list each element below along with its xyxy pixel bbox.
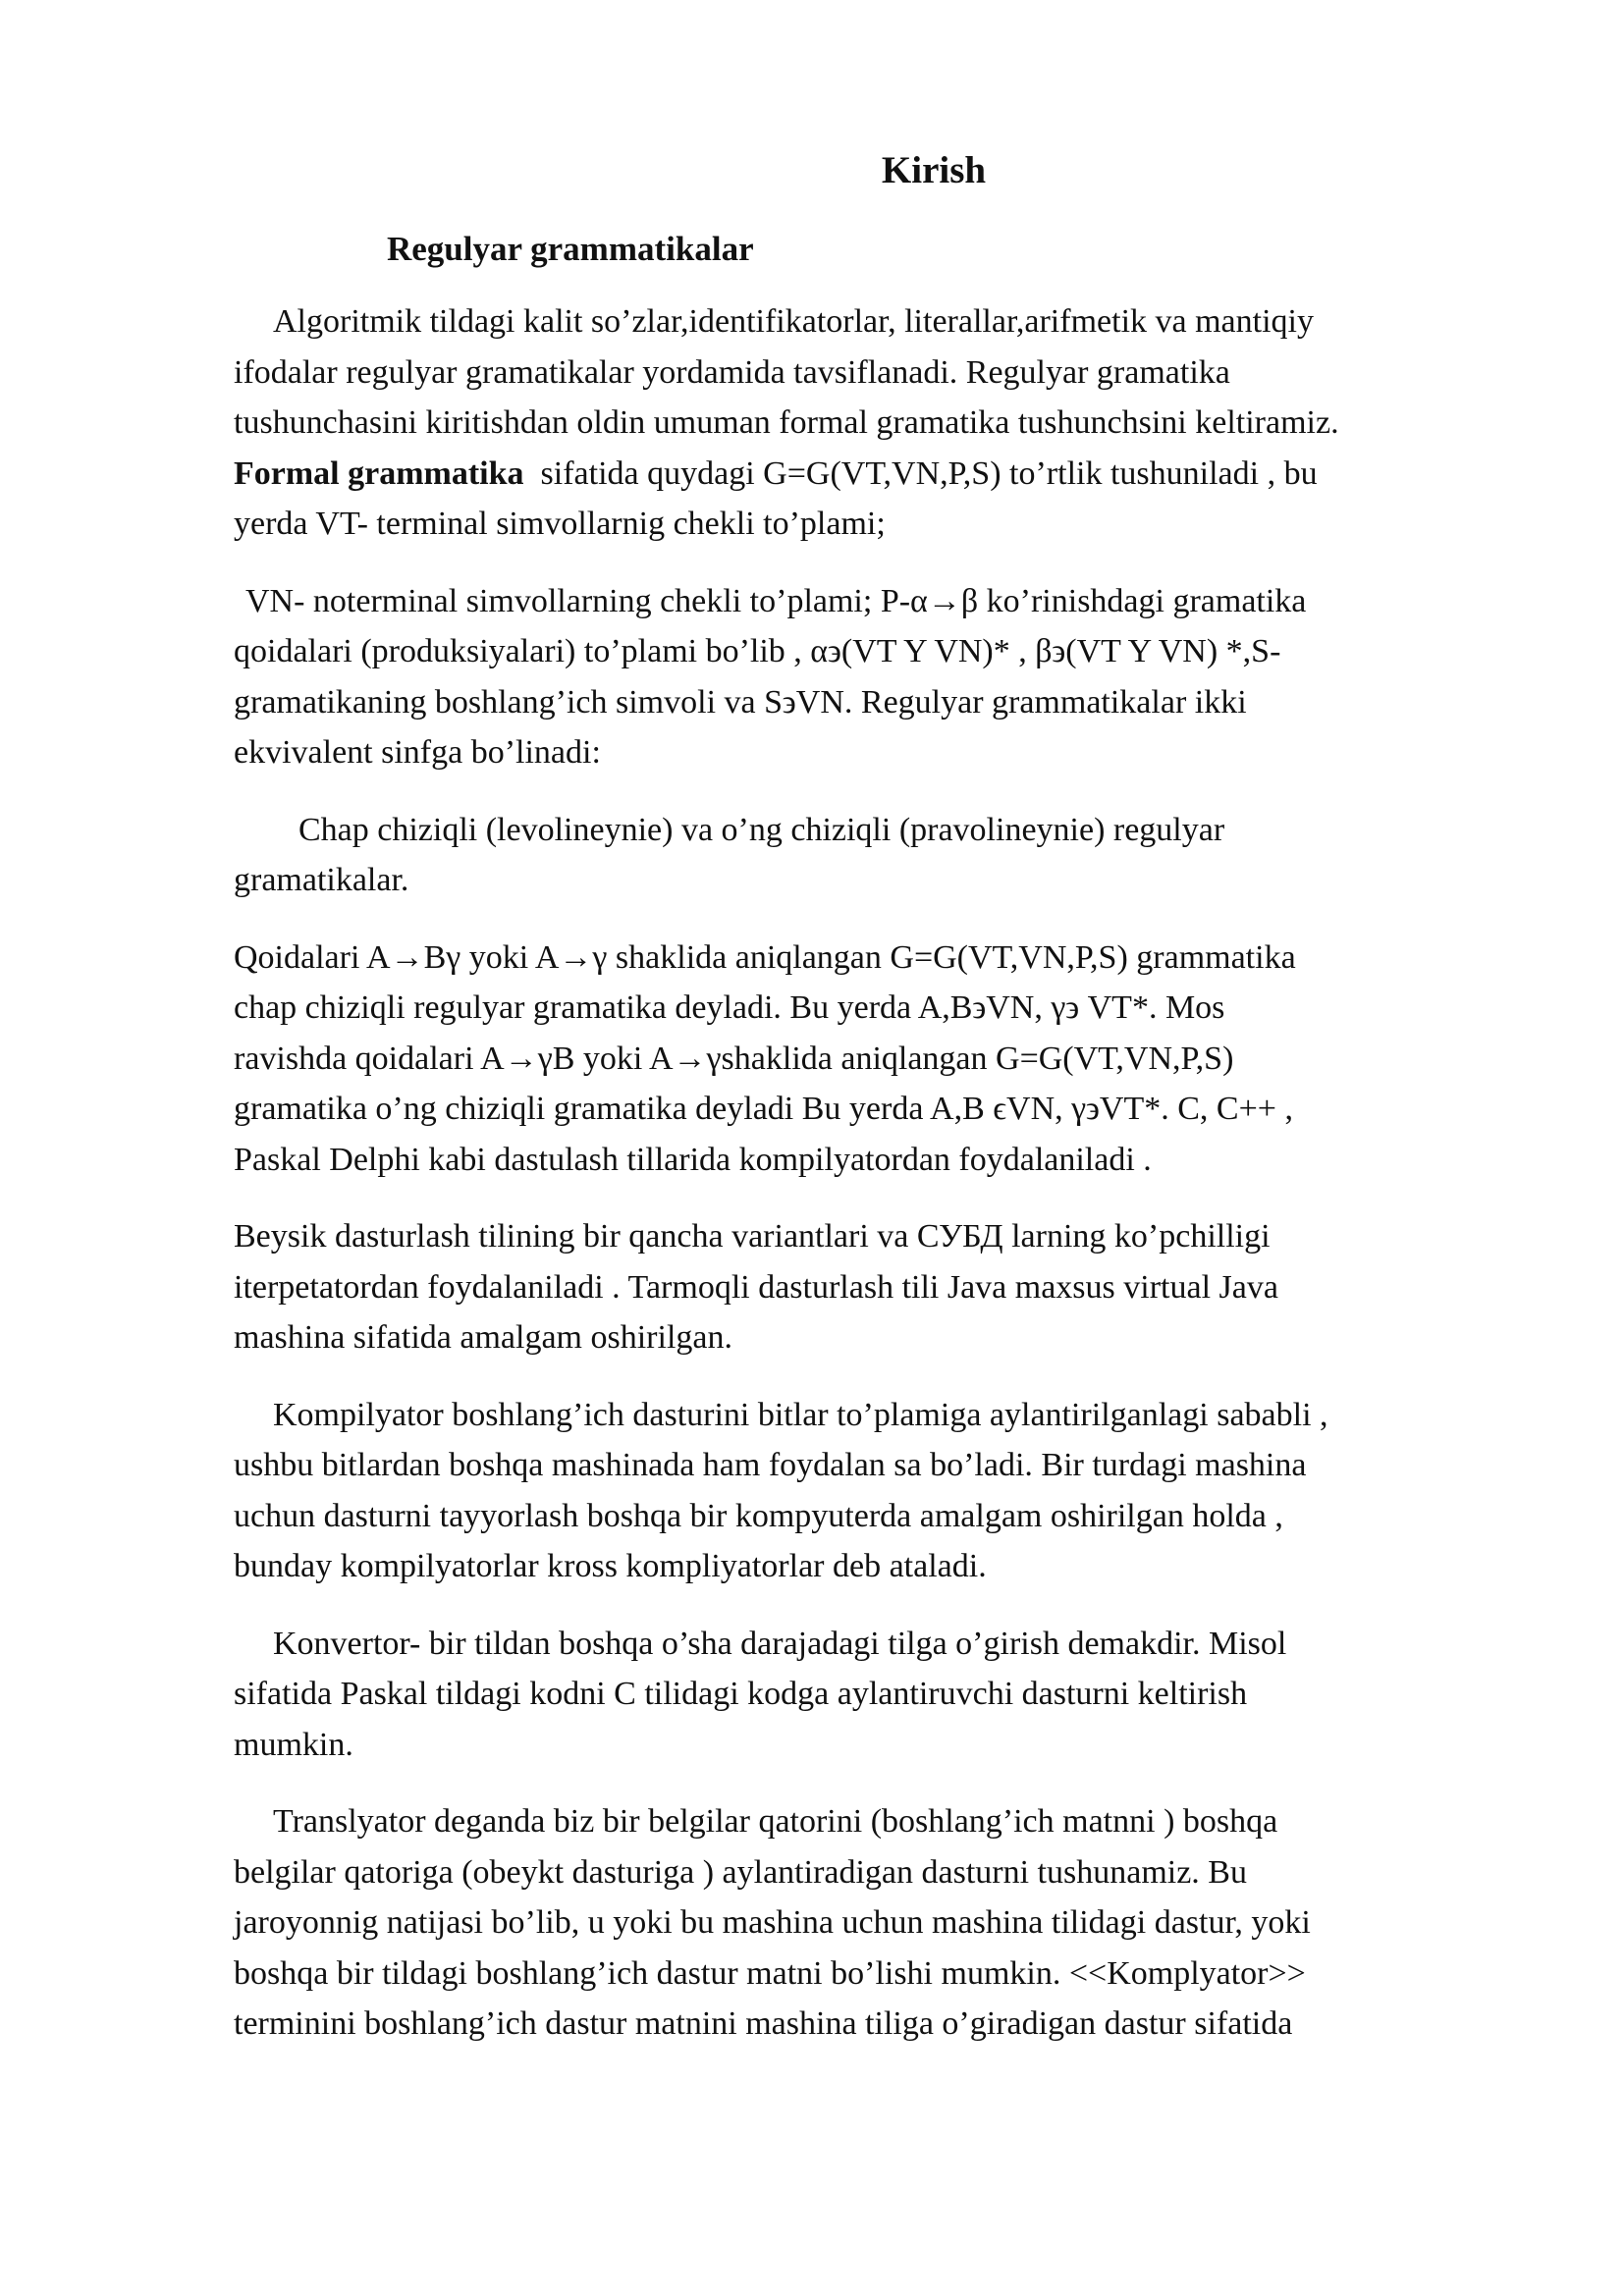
paragraph-line: belgilar qatoriga (obeykt dasturiga ) aylantiradigan dasturni tushunamiz. Bu: [234, 1853, 1247, 1891]
paragraph-line: ushbu bitlardan boshqa mashinada ham foydalan sa bo’ladi. Bir turdagi mashina: [234, 1447, 1307, 1483]
paragraph-line: Beysik dasturlash tilining bir qancha variantlari va СУБД larning ko’pchilligi: [234, 1218, 1271, 1255]
paragraph-line: Kompilyator boshlang’ich dasturini bitlar to’plamiga aylantirilganlagi sababli ,: [273, 1396, 1328, 1433]
paragraph-6: [234, 1390, 1510, 1592]
document-page: [234, 147, 1510, 2076]
paragraph-line: boshqa bir tildagi boshlang’ich dastur matni bo’lishi mumkin. <<Komplyator>>: [234, 1954, 1306, 1992]
paragraph-line: ravishda qoidalari A→γB yoki A→γshaklida aniqlangan G=G(VT,VN,P,S): [234, 1040, 1234, 1077]
paragraph-line: [234, 449, 1510, 500]
paragraph-text: sifatida quydagi G=G(VT,VN,P,S) to’rtlik tushuniladi , bu: [523, 454, 1318, 492]
paragraph-line: ifodalar regulyar gramatikalar yordamida tavsiflanadi. Regulyar gramatika: [234, 353, 1230, 391]
paragraph-line: gramatikaning boshlang’ich simvoli va S϶VN. Regulyar grammatikalar ikki: [234, 683, 1247, 721]
paragraph-2: [234, 576, 1510, 778]
paragraph-line: bunday kompilyatorlar kross kompliyatorlar deb ataladi.: [234, 1548, 987, 1584]
section-heading: Regulyar grammatikalar: [387, 230, 754, 268]
paragraph-7: [234, 1619, 1510, 1771]
paragraph-line: jaroyonnig natijasi bo’lib, u yoki bu mashina uchun mashina tilidagi dastur, yoki: [234, 1904, 1311, 1941]
paragraph-3: [234, 805, 1510, 906]
paragraph-line: Algoritmik tildagi kalit so’zlar,identifikatorlar, literallar,arifmetik va mantiqiy: [273, 303, 1314, 340]
paragraph-line: chap chiziqli regulyar gramatika deyladi. Bu yerda A,B϶VN, γ϶ VT*. Mos: [234, 989, 1225, 1026]
paragraph-line: Paskal Delphi kabi dastulash tillarida kompilyatordan foydalaniladi .: [234, 1141, 1152, 1178]
paragraph-line: terminini boshlang’ich dastur matnini mashina tiliga o’giradigan dastur sifatida: [234, 2005, 1293, 2042]
paragraph-line: ekvivalent sinfga bo’linadi:: [234, 734, 601, 771]
paragraph-line: iterpetatordan foydalaniladi . Tarmoqli dasturlash tili Java maxsus virtual Java: [234, 1268, 1278, 1306]
paragraph-line: mashina sifatida amalgam oshirilgan.: [234, 1319, 732, 1356]
paragraph-line: qoidalari (produksiyalari) to’plami bo’lib , α϶(VT Y VN)* , β϶(VT Y VN) *,S-: [234, 633, 1281, 669]
paragraph-line: Qoidalari A→Bγ yoki A→γ shaklida aniqlangan G=G(VT,VN,P,S) grammatika: [234, 938, 1296, 976]
paragraph-4: [234, 933, 1510, 1186]
paragraph-line: uchun dasturni tayyorlash boshqa bir kompyuterda amalgam oshirilgan holda ,: [234, 1497, 1283, 1534]
paragraph-line: gramatikalar.: [234, 862, 409, 898]
paragraph-line: yerda VT- terminal simvollarnig chekli to’plami;: [234, 506, 886, 542]
paragraph-line: mumkin.: [234, 1726, 353, 1763]
paragraph-5: [234, 1211, 1510, 1363]
paragraph-line: sifatida Paskal tildagi kodni C tilidagi kodga aylantiruvchi dasturni keltirish: [234, 1676, 1248, 1712]
paragraph-line: Konvertor- bir tildan boshqa o’sha darajadagi tilga o’girish demakdir. Misol: [273, 1625, 1287, 1662]
paragraph-8: [234, 1796, 1510, 2050]
paragraph-line: Chap chiziqli (levolineynie) va o’ng chiziqli (pravolineynie) regulyar: [298, 811, 1225, 848]
paragraph-1: [234, 296, 1510, 550]
page-title: Kirish: [881, 149, 987, 191]
term-bold: Formal grammatika: [234, 454, 524, 492]
paragraph-line: gramatika o’ng chiziqli gramatika deyladi Bu yerda A,B ϵVN, γ϶VT*. C, C++ ,: [234, 1091, 1293, 1127]
paragraph-line: VN- noterminal simvollarning chekli to’plami; P-α→β ko’rinishdagi gramatika: [245, 582, 1307, 619]
paragraph-line: Translyator deganda biz bir belgilar qatorini (boshlang’ich matnni ) boshqa: [273, 1803, 1278, 1840]
paragraph-line: tushunchasini kiritishdan oldin umuman formal gramatika tushunchsini keltiramiz.: [234, 404, 1339, 441]
